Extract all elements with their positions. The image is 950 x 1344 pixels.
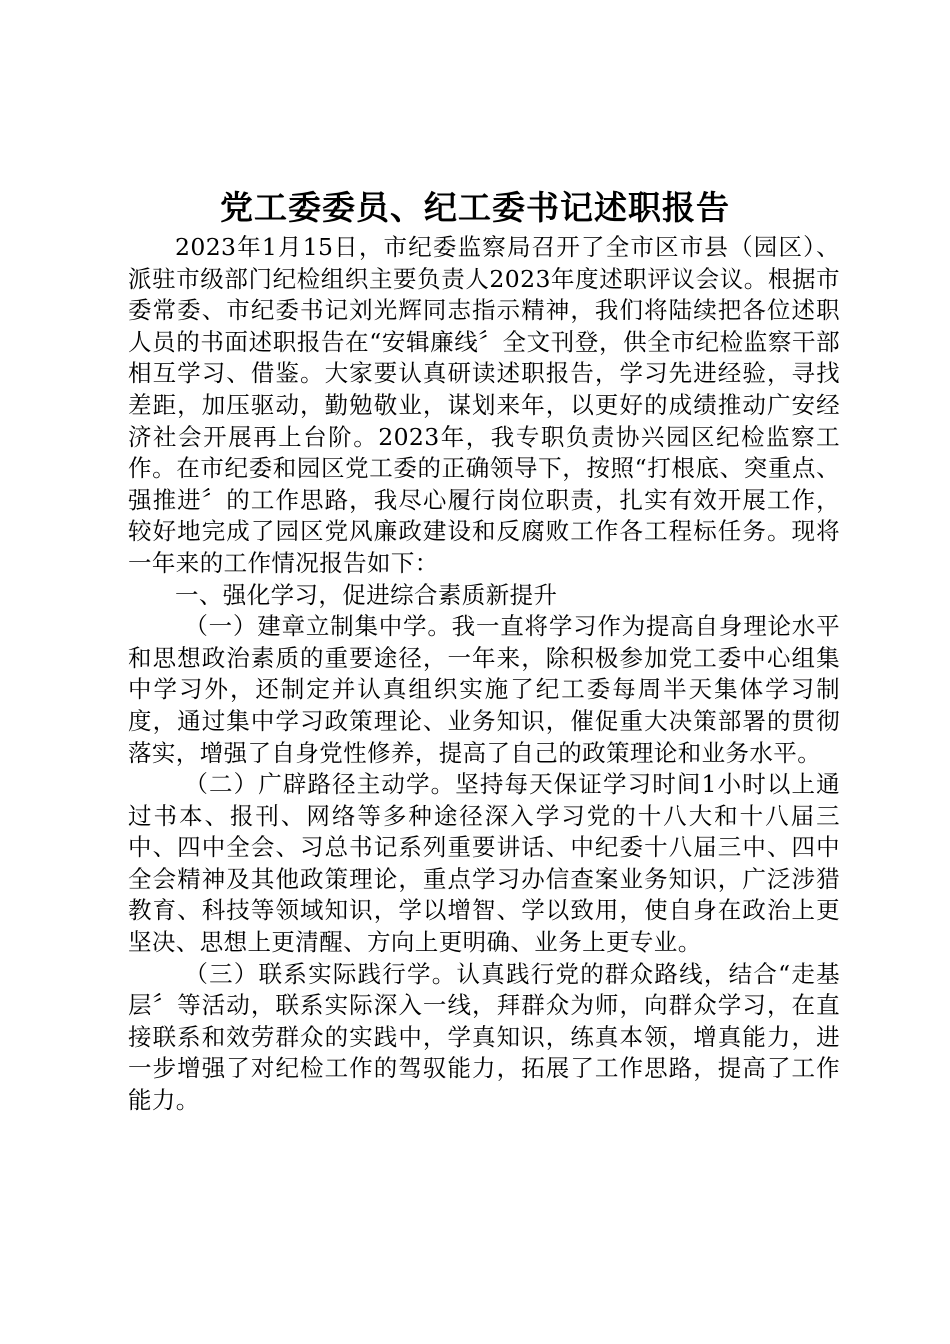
intro-paragraph: 2023年1月15日，市纪委监察局召开了全市区市县（园区）、派驻市级部门纪检组织主要负责人2023年度述职评议会议。根据市委常委、市纪委书记刘光辉同志指示精神，我们将陆续把各位述职人员的书面述职报告在“安辑廉线〞全文刊登，供全市纪检监察干部相互学习、借鉴。大家要认真研读述职报告，学习先进经验，寻找差距，加压驱动，勤勉敬业，谋划来年，以更好的成绩推动广安经济社会开展再上台阶。2023年，我专职负责协兴园区纪检监察工作。在市纪委和园区党工委的正确领导下，按照“打根底、突重点、强推进〞的工作思路，我尽心履行岗位职责，扎实有效开展工作，较好地完成了园区党风廉政建设和反腐败工作各工程标任务。现将一年来的工作情况报告如下： <box>128 233 840 577</box>
section-heading: 一、强化学习，促进综合素质新提升 <box>175 580 558 609</box>
subsection-paragraph-3: （三）联系实际践行学。认真践行党的群众路线，结合“走基层〞等活动，联系实际深入一线，拜群众为师，向群众学习，在直接联系和效劳群众的实践中，学真知识，练真本领，增真能力，进一步增强了对纪检工作的驾驭能力，拓展了工作思路，提高了工作能力。 <box>128 959 840 1115</box>
subsection-paragraph-1: （一）建章立制集中学。我一直将学习作为提高自身理论水平和思想政治素质的重要途径，一年来，除积极参加党工委中心组集中学习外，还制定并认真组织实施了纪工委每周半天集体学习制度，通过集中学习政策理论、业务知识，催促重大决策部署的贯彻落实，增强了自身党性修养，提高了自己的政策理论和业务水平。 <box>128 612 840 767</box>
subsection-paragraph-2: （二）广辟路径主动学。坚持每天保证学习时间1小时以上通过书本、报刊、网络等多种途径深入学习党的十八大和十八届三中、四中全会、习总书记系列重要讲话、中纪委十八届三中、四中全会精神及其他政策理论，重点学习办信查案业务知识，广泛涉猎教育、科技等领域知识，学以增智、学以致用，使自身在政治上更坚决、思想上更清醒、方向上更明确、业务上更专业。 <box>128 770 840 957</box>
document-body <box>128 232 840 1117</box>
document-title: 党工委委员、纪工委书记述职报告 <box>220 188 730 227</box>
